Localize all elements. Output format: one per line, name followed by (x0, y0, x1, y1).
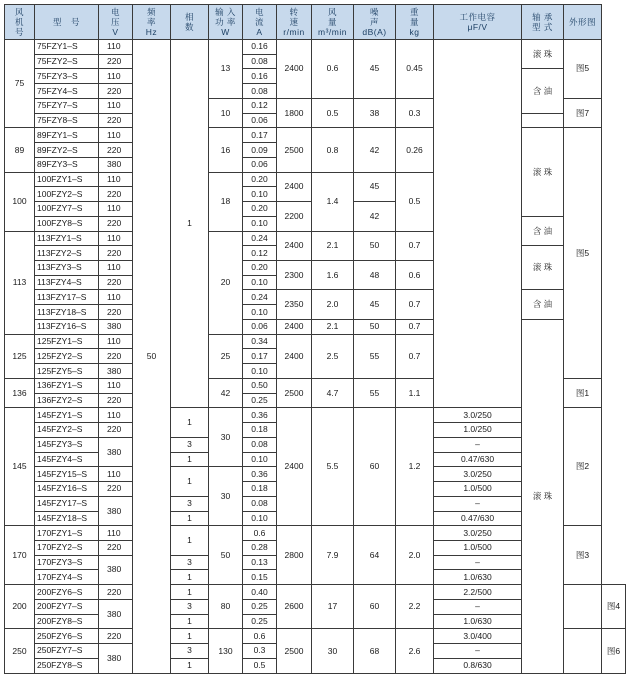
air-volume-cell: 5.5 (312, 408, 354, 526)
capacitor-cell: – (434, 644, 522, 659)
current-cell: 0.17 (243, 349, 277, 364)
power-cell: 25 (209, 334, 243, 378)
speed-cell: 2400 (277, 231, 312, 260)
noise-cell: 48 (354, 261, 396, 290)
weight-cell: 0.6 (396, 261, 434, 290)
bearing-cell: 含 油 (522, 216, 564, 245)
voltage-cell: 220 (99, 246, 133, 261)
weight-cell: 0.7 (396, 231, 434, 260)
model-cell: 170FZY4–S (35, 570, 99, 585)
figure-cell: 图2 (564, 408, 602, 526)
noise-cell: 42 (354, 202, 396, 231)
air-volume-cell: 2.5 (312, 334, 354, 378)
model-cell: 89FZY1–S (35, 128, 99, 143)
voltage-cell: 110 (99, 261, 133, 276)
model-cell: 136FZY2–S (35, 393, 99, 408)
model-cell: 75FZY1–S (35, 40, 99, 55)
noise-cell: 45 (354, 290, 396, 319)
speed-cell: 2200 (277, 202, 312, 231)
figure-cell: 图3 (564, 526, 602, 585)
phase-cell: 3 (171, 644, 209, 659)
speed-cell: 2300 (277, 261, 312, 290)
voltage-cell: 220 (99, 216, 133, 231)
model-cell: 125FZY1–S (35, 334, 99, 349)
current-cell: 0.10 (243, 452, 277, 467)
model-cell: 250FZY8–S (35, 658, 99, 673)
voltage-cell: 110 (99, 202, 133, 217)
voltage-cell: 110 (99, 231, 133, 246)
model-cell: 145FZY18–S (35, 511, 99, 526)
speed-cell: 2500 (277, 378, 312, 407)
air-volume-cell: 4.7 (312, 378, 354, 407)
current-cell: 0.12 (243, 246, 277, 261)
voltage-cell: 220 (99, 540, 133, 555)
current-cell: 0.18 (243, 423, 277, 438)
fan-no-cell: 250 (5, 629, 35, 674)
power-cell: 13 (209, 40, 243, 99)
model-cell: 89FZY2–S (35, 143, 99, 158)
current-cell: 0.6 (243, 526, 277, 541)
phase-cell: 1 (171, 526, 209, 555)
power-cell: 20 (209, 231, 243, 334)
fan-no-cell: 75 (5, 40, 35, 128)
model-cell: 113FZY18–S (35, 305, 99, 320)
noise-cell: 60 (354, 585, 396, 629)
model-cell: 125FZY5–S (35, 364, 99, 379)
weight-cell: 1.1 (396, 378, 434, 407)
bearing-cell: 滚 珠 (522, 319, 564, 673)
weight-cell: 0.3 (396, 98, 434, 127)
speed-cell: 1800 (277, 98, 312, 127)
current-cell: 0.18 (243, 482, 277, 497)
fan-no-cell: 200 (5, 585, 35, 629)
model-cell: 145FZY2–S (35, 423, 99, 438)
header-figure: 外形图 (564, 5, 602, 40)
speed-cell: 2800 (277, 526, 312, 585)
voltage-cell: 110 (99, 408, 133, 423)
table-row (5, 128, 626, 143)
weight-cell: 0.26 (396, 128, 434, 172)
model-cell: 100FZY8–S (35, 216, 99, 231)
current-cell: 0.16 (243, 40, 277, 55)
voltage-cell: 380 (99, 555, 133, 584)
current-cell: 0.6 (243, 629, 277, 644)
fan-no-cell: 113 (5, 231, 35, 334)
model-cell: 113FZY1–S (35, 231, 99, 246)
model-cell: 75FZY7–S (35, 98, 99, 113)
air-volume-cell: 2.1 (312, 319, 354, 334)
voltage-cell: 220 (99, 143, 133, 158)
model-cell: 145FZY1–S (35, 408, 99, 423)
voltage-cell: 380 (99, 364, 133, 379)
fan-no-cell: 89 (5, 128, 35, 172)
current-cell: 0.3 (243, 644, 277, 659)
voltage-cell: 110 (99, 526, 133, 541)
model-cell: 75FZY2–S (35, 54, 99, 69)
voltage-cell: 220 (99, 305, 133, 320)
power-cell: 10 (209, 98, 243, 127)
header-frequency: 频 率 Hz (133, 5, 171, 40)
capacitor-cell: 1.0/630 (434, 570, 522, 585)
capacitor-cell: 3.0/250 (434, 467, 522, 482)
current-cell: 0.08 (243, 54, 277, 69)
weight-cell: 1.2 (396, 408, 434, 526)
current-cell: 0.24 (243, 290, 277, 305)
bearing-cell: 含 油 (522, 69, 564, 113)
phase-cell: 1 (171, 408, 209, 437)
bearing-cell: 滚 珠 (522, 40, 564, 69)
current-cell: 0.25 (243, 393, 277, 408)
air-volume-cell: 1.4 (312, 172, 354, 231)
current-cell: 0.17 (243, 128, 277, 143)
figure-cell: 图6 (602, 629, 626, 674)
noise-cell: 55 (354, 378, 396, 407)
current-cell: 0.34 (243, 334, 277, 349)
phase-cell: 3 (171, 437, 209, 452)
capacitor-cell: 1.0/500 (434, 482, 522, 497)
voltage-cell: 380 (99, 437, 133, 466)
header-row (5, 5, 626, 40)
noise-cell: 55 (354, 334, 396, 378)
current-cell: 0.06 (243, 157, 277, 172)
noise-cell: 64 (354, 526, 396, 585)
power-cell: 130 (209, 629, 243, 674)
phase-cell: 3 (171, 599, 209, 614)
current-cell: 0.5 (243, 658, 277, 673)
model-cell: 145FZY4–S (35, 452, 99, 467)
power-cell: 18 (209, 172, 243, 231)
header-air-volume: 风 量 m³/min (312, 5, 354, 40)
bearing-cell (564, 629, 602, 674)
bearing-cell: 滚 珠 (522, 246, 564, 290)
current-cell: 0.10 (243, 216, 277, 231)
voltage-cell: 380 (99, 644, 133, 674)
current-cell: 0.06 (243, 113, 277, 128)
figure-cell: 图5 (564, 40, 602, 99)
power-cell: 30 (209, 408, 243, 467)
current-cell: 0.20 (243, 261, 277, 276)
table-row (5, 290, 626, 305)
header-speed: 转 速 r/min (277, 5, 312, 40)
voltage-cell: 110 (99, 128, 133, 143)
voltage-cell: 220 (99, 275, 133, 290)
current-cell: 0.13 (243, 555, 277, 570)
current-cell: 0.24 (243, 231, 277, 246)
voltage-cell: 220 (99, 54, 133, 69)
speed-cell: 2400 (277, 408, 312, 526)
header-bearing: 轴 承 型 式 (522, 5, 564, 40)
fan-no-cell: 125 (5, 334, 35, 378)
weight-cell: 2.6 (396, 629, 434, 674)
air-volume-cell: 17 (312, 585, 354, 629)
model-cell: 200FZY6–S (35, 585, 99, 600)
model-cell: 75FZY4–S (35, 84, 99, 99)
voltage-cell: 110 (99, 290, 133, 305)
table-row (5, 319, 626, 334)
air-volume-cell: 30 (312, 629, 354, 674)
power-cell: 80 (209, 585, 243, 629)
model-cell: 200FZY7–S (35, 599, 99, 614)
phase-cell: 1 (171, 452, 209, 467)
speed-cell: 2400 (277, 40, 312, 99)
power-cell: 42 (209, 378, 243, 407)
capacitor-cell: 1.0/630 (434, 614, 522, 629)
voltage-cell: 110 (99, 467, 133, 482)
capacitor-cell: 3.0/400 (434, 629, 522, 644)
weight-cell: 0.5 (396, 172, 434, 231)
capacitor-cell (434, 40, 522, 408)
current-cell: 0.10 (243, 275, 277, 290)
noise-cell: 60 (354, 408, 396, 526)
current-cell: 0.08 (243, 84, 277, 99)
fan-spec-table (4, 4, 626, 674)
current-cell: 0.12 (243, 98, 277, 113)
model-cell: 100FZY1–S (35, 172, 99, 187)
phase-cell: 3 (171, 555, 209, 570)
noise-cell: 50 (354, 319, 396, 334)
air-volume-cell: 2.1 (312, 231, 354, 260)
current-cell: 0.08 (243, 496, 277, 511)
current-cell: 0.36 (243, 408, 277, 423)
weight-cell: 0.7 (396, 319, 434, 334)
model-cell: 145FZY16–S (35, 482, 99, 497)
model-cell: 75FZY3–S (35, 69, 99, 84)
voltage-cell: 380 (99, 157, 133, 172)
weight-cell: 2.0 (396, 526, 434, 585)
model-cell: 145FZY15–S (35, 467, 99, 482)
voltage-cell: 110 (99, 334, 133, 349)
noise-cell: 38 (354, 98, 396, 127)
capacitor-cell: 1.0/250 (434, 423, 522, 438)
current-cell: 0.28 (243, 540, 277, 555)
model-cell: 113FZY3–S (35, 261, 99, 276)
capacitor-cell: – (434, 555, 522, 570)
voltage-cell: 110 (99, 69, 133, 84)
current-cell: 0.10 (243, 187, 277, 202)
phase-cell: 1 (171, 40, 209, 408)
weight-cell: 0.7 (396, 334, 434, 378)
air-volume-cell: 0.6 (312, 40, 354, 99)
phase-cell: 1 (171, 658, 209, 673)
voltage-cell: 220 (99, 585, 133, 600)
voltage-cell: 380 (99, 319, 133, 334)
current-cell: 0.10 (243, 364, 277, 379)
model-cell: 125FZY2–S (35, 349, 99, 364)
current-cell: 0.16 (243, 69, 277, 84)
model-cell: 200FZY8–S (35, 614, 99, 629)
voltage-cell: 380 (99, 599, 133, 628)
current-cell: 0.20 (243, 202, 277, 217)
air-volume-cell: 1.6 (312, 261, 354, 290)
voltage-cell: 220 (99, 187, 133, 202)
model-cell: 113FZY2–S (35, 246, 99, 261)
model-cell: 113FZY16–S (35, 319, 99, 334)
speed-cell: 2400 (277, 172, 312, 201)
frequency-cell: 50 (133, 40, 171, 674)
model-cell: 100FZY7–S (35, 202, 99, 217)
header-phase: 相 数 (171, 5, 209, 40)
bearing-cell (564, 585, 602, 629)
speed-cell: 2600 (277, 585, 312, 629)
fan-no-cell: 170 (5, 526, 35, 585)
speed-cell: 2400 (277, 319, 312, 334)
capacitor-cell: 0.47/630 (434, 452, 522, 467)
capacitor-cell: 0.47/630 (434, 511, 522, 526)
noise-cell: 45 (354, 172, 396, 201)
air-volume-cell: 2.0 (312, 290, 354, 319)
phase-cell: 1 (171, 570, 209, 585)
phase-cell: 3 (171, 496, 209, 511)
voltage-cell: 220 (99, 629, 133, 644)
phase-cell: 1 (171, 511, 209, 526)
figure-cell: 图4 (602, 585, 626, 629)
model-cell: 145FZY17–S (35, 496, 99, 511)
current-cell: 0.15 (243, 570, 277, 585)
figure-cell: 图5 (564, 128, 602, 378)
voltage-cell: 220 (99, 113, 133, 128)
header-voltage: 电 压 V (99, 5, 133, 40)
capacitor-cell: 1.0/500 (434, 540, 522, 555)
speed-cell: 2350 (277, 290, 312, 319)
noise-cell: 68 (354, 629, 396, 674)
voltage-cell: 110 (99, 98, 133, 113)
speed-cell: 2500 (277, 629, 312, 674)
current-cell: 0.40 (243, 585, 277, 600)
speed-cell: 2400 (277, 334, 312, 378)
model-cell: 170FZY2–S (35, 540, 99, 555)
capacitor-cell: – (434, 437, 522, 452)
air-volume-cell: 7.9 (312, 526, 354, 585)
power-cell: 30 (209, 467, 243, 526)
voltage-cell: 220 (99, 393, 133, 408)
current-cell: 0.10 (243, 305, 277, 320)
header-current: 电 流 A (243, 5, 277, 40)
bearing-cell: 含 油 (522, 290, 564, 319)
air-volume-cell: 0.8 (312, 128, 354, 172)
fan-no-cell: 100 (5, 172, 35, 231)
bearing-cell: 滚 珠 (522, 128, 564, 216)
voltage-cell: 110 (99, 40, 133, 55)
phase-cell: 1 (171, 629, 209, 644)
power-cell: 50 (209, 526, 243, 585)
current-cell: 0.25 (243, 599, 277, 614)
model-cell: 113FZY4–S (35, 275, 99, 290)
voltage-cell: 380 (99, 496, 133, 525)
fan-no-cell: 136 (5, 378, 35, 407)
model-cell: 100FZY2–S (35, 187, 99, 202)
voltage-cell: 220 (99, 84, 133, 99)
weight-cell: 0.45 (396, 40, 434, 99)
capacitor-cell: 3.0/250 (434, 526, 522, 541)
header-fan-no: 风 机 号 (5, 5, 35, 40)
model-cell: 89FZY3–S (35, 157, 99, 172)
voltage-cell: 110 (99, 172, 133, 187)
current-cell: 0.08 (243, 437, 277, 452)
table-row (5, 40, 626, 55)
power-cell: 16 (209, 128, 243, 172)
model-cell: 250FZY7–S (35, 644, 99, 659)
model-cell: 170FZY3–S (35, 555, 99, 570)
bearing-cell (522, 113, 564, 128)
current-cell: 0.06 (243, 319, 277, 334)
phase-cell: 1 (171, 614, 209, 629)
phase-cell: 1 (171, 467, 209, 496)
model-cell: 136FZY1–S (35, 378, 99, 393)
current-cell: 0.36 (243, 467, 277, 482)
noise-cell: 42 (354, 128, 396, 172)
noise-cell: 45 (354, 40, 396, 99)
header-weight: 重 量 kg (396, 5, 434, 40)
voltage-cell: 110 (99, 378, 133, 393)
figure-cell: 图7 (564, 98, 602, 127)
weight-cell: 0.7 (396, 290, 434, 319)
header-capacitor: 工作电容 μF/V (434, 5, 522, 40)
header-noise: 噪 声 dB(A) (354, 5, 396, 40)
header-model: 型 号 (35, 5, 99, 40)
model-cell: 250FZY6–S (35, 629, 99, 644)
weight-cell: 2.2 (396, 585, 434, 629)
figure-cell: 图1 (564, 378, 602, 407)
current-cell: 0.25 (243, 614, 277, 629)
current-cell: 0.09 (243, 143, 277, 158)
fan-no-cell: 145 (5, 408, 35, 526)
model-cell: 145FZY3–S (35, 437, 99, 452)
voltage-cell: 220 (99, 423, 133, 438)
capacitor-cell: – (434, 496, 522, 511)
current-cell: 0.10 (243, 511, 277, 526)
current-cell: 0.20 (243, 172, 277, 187)
model-cell: 113FZY17–S (35, 290, 99, 305)
capacitor-cell: 0.8/630 (434, 658, 522, 673)
voltage-cell: 220 (99, 349, 133, 364)
header-power: 输 入 功 率 W (209, 5, 243, 40)
model-cell: 170FZY1–S (35, 526, 99, 541)
capacitor-cell: 3.0/250 (434, 408, 522, 423)
speed-cell: 2500 (277, 128, 312, 172)
phase-cell: 1 (171, 585, 209, 600)
air-volume-cell: 0.5 (312, 98, 354, 127)
capacitor-cell: – (434, 599, 522, 614)
voltage-cell: 220 (99, 482, 133, 497)
model-cell: 75FZY8–S (35, 113, 99, 128)
capacitor-cell: 2.2/500 (434, 585, 522, 600)
current-cell: 0.50 (243, 378, 277, 393)
noise-cell: 50 (354, 231, 396, 260)
